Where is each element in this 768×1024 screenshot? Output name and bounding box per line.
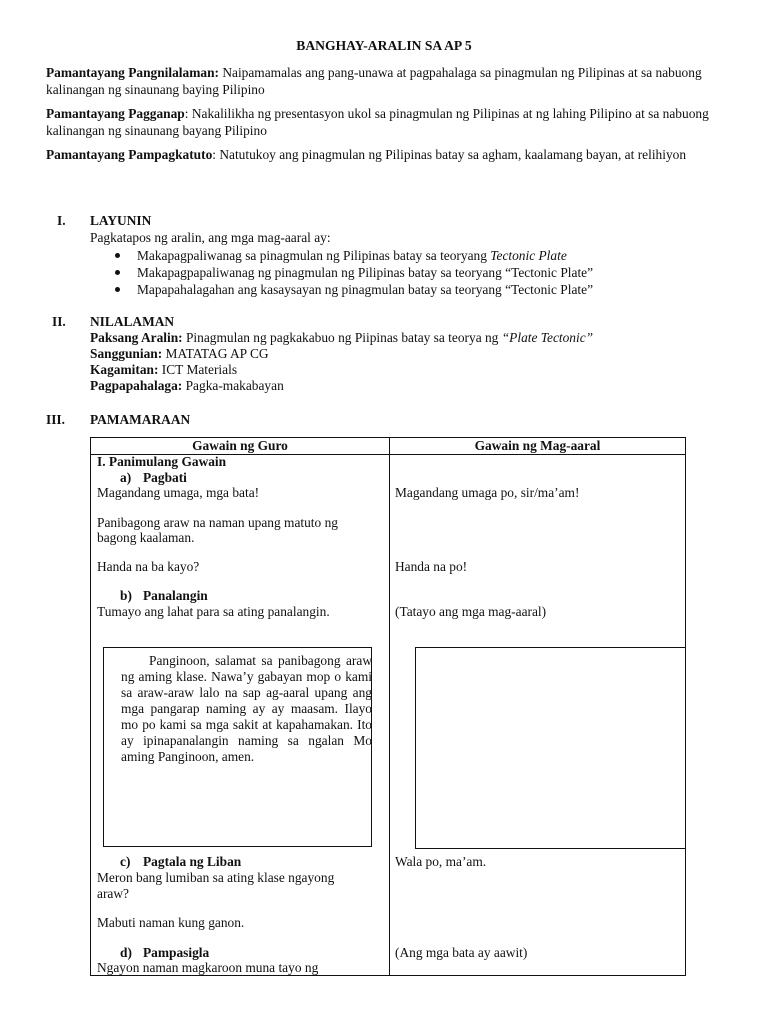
- bullet-icon: [115, 253, 120, 258]
- teacher-line: bagong kaalaman.: [97, 530, 195, 545]
- paksang-aralin-label: Paksang Aralin:: [90, 330, 183, 345]
- content-standard-label: Pamantayang Pangnilalaman:: [46, 65, 219, 80]
- paksang-aralin-text: Pinagmulan ng pagkakabuo ng Piipinas batay sa teorya ng: [182, 330, 502, 345]
- step-a-title: Pagbati: [143, 470, 187, 485]
- pagpapahalaga: [90, 378, 284, 394]
- content-standard-text: Naipamamalas ang pang-unawa at pagpahalaga sa pinagmulan ng Pilipinas at sa nabuong kalinangan ng sinaunang baying Pilipino: [46, 65, 702, 97]
- student-column-header: Gawain ng Mag-aaral: [474, 438, 601, 453]
- student-greeting: Magandang umaga po, sir/ma’am!: [395, 485, 580, 500]
- section-2-number: II.: [52, 314, 66, 329]
- section-3-number: III.: [46, 412, 65, 427]
- paksang-aralin: [90, 330, 593, 346]
- objectives-intro: Pagkatapos ng aralin, ang mga mag-aaral ay:: [90, 230, 331, 245]
- teacher-greeting: Magandang umaga, mga bata!: [97, 485, 260, 500]
- paksang-aralin-italic: “Plate Tectonic”: [501, 330, 594, 345]
- student-answer: Handa na po!: [395, 559, 468, 574]
- bullet-icon: [115, 270, 120, 275]
- teacher-prayer-instruction: Tumayo ang lahat para sa ating panalangin.: [97, 604, 330, 619]
- teacher-attendance-question-cont: araw?: [97, 886, 129, 901]
- content-standard: [46, 64, 726, 98]
- bullet-icon: [115, 287, 120, 292]
- sanggunian-text: MATATAG AP CG: [162, 346, 269, 361]
- sanggunian-label: Sanggunian:: [90, 346, 163, 361]
- objective-text: Mapapahalagahan ang kasaysayan ng pinagmulan batay sa teoryang “Tectonic Plate”: [137, 282, 594, 297]
- section-1-title: LAYUNIN: [90, 213, 152, 228]
- kagamitan: [90, 362, 237, 378]
- objective-text: Makapagpaliwanag sa pinagmulan ng Pilipinas batay sa teoryang: [137, 248, 491, 263]
- kagamitan-text: ICT Materials: [158, 362, 238, 377]
- learning-competency-text: : Natutukoy ang pinagmulan ng Pilipinas batay sa agham, kaalamang bayan, at relihiyon: [212, 147, 687, 162]
- performance-standard: [46, 105, 726, 139]
- teacher-attendance-question: Meron bang lumiban sa ating klase ngayong: [97, 870, 335, 885]
- pagpapahalaga-text: Pagka-makabayan: [182, 378, 284, 393]
- objective-text: Makapagpapaliwanag ng pinagmulan ng Pilipinas batay sa teoryang “Tectonic Plate”: [137, 265, 594, 280]
- learning-competency: [46, 146, 726, 163]
- step-c-label: c): [120, 854, 131, 869]
- part-title: I. Panimulang Gawain: [97, 454, 227, 469]
- learning-competency-label: Pamantayang Pampagkatuto: [46, 147, 213, 162]
- teacher-attendance-reply: Mabuti naman kung ganon.: [97, 915, 245, 930]
- student-blank-box: [415, 647, 686, 849]
- page-title: BANGHAY-ARALIN SA AP 5: [296, 38, 472, 53]
- prayer-content: Panginoon, salamat sa panibagong araw ng aming klase. Nawa’y gabayan mop o kami sa araw-araw lalo na sap ag-aaral upang ang mga pangarap naming ay ay maasam. Ilayo mo po kami sa mga sakit at kapahamakan. Ito ay ipinapanalangin naming sa ngalan Mo aming Panginoon, amen.: [121, 653, 372, 764]
- student-attendance-answer: Wala po, ma’am.: [395, 854, 487, 869]
- step-d-title: Pampasigla: [143, 945, 210, 960]
- prayer-text: [121, 653, 372, 793]
- step-b-title: Panalangin: [143, 588, 208, 603]
- section-2-title: NILALAMAN: [90, 314, 175, 329]
- step-d-label: d): [120, 945, 132, 960]
- step-b-label: b): [120, 588, 132, 603]
- teacher-column-header: Gawain ng Guro: [192, 438, 288, 453]
- objective-italic: Tectonic Plate: [490, 248, 567, 263]
- teacher-line: Panibagong araw na naman upang matuto ng: [97, 515, 338, 530]
- pagpapahalaga-label: Pagpapahalaga:: [90, 378, 183, 393]
- teacher-energizer-line: Ngayon naman magkaroon muna tayo ng: [97, 960, 319, 975]
- list-item: [113, 281, 593, 298]
- performance-standard-label: Pamantayang Pagganap: [46, 106, 185, 121]
- list-item: [113, 264, 593, 281]
- step-c-title: Pagtala ng Liban: [143, 854, 242, 869]
- section-1-number: I.: [57, 213, 66, 228]
- sanggunian: [90, 346, 269, 362]
- section-3-title: PAMAMARAAN: [90, 412, 191, 427]
- teacher-question: Handa na ba kayo?: [97, 559, 200, 574]
- kagamitan-label: Kagamitan:: [90, 362, 159, 377]
- objectives-list: [113, 247, 593, 298]
- list-item: [113, 247, 593, 264]
- student-song-response: (Ang mga bata ay aawit): [395, 945, 528, 960]
- performance-standard-text: : Nakalilikha ng presentasyon ukol sa pinagmulan ng Pilipinas at ng lahing Pilipino at sa nabuong kalinangan ng sinaunang bayang Pilipino: [46, 106, 709, 138]
- column-divider: [389, 438, 390, 975]
- student-prayer-response: (Tatayo ang mga mag-aaral): [395, 604, 547, 619]
- step-a-label: a): [120, 470, 132, 485]
